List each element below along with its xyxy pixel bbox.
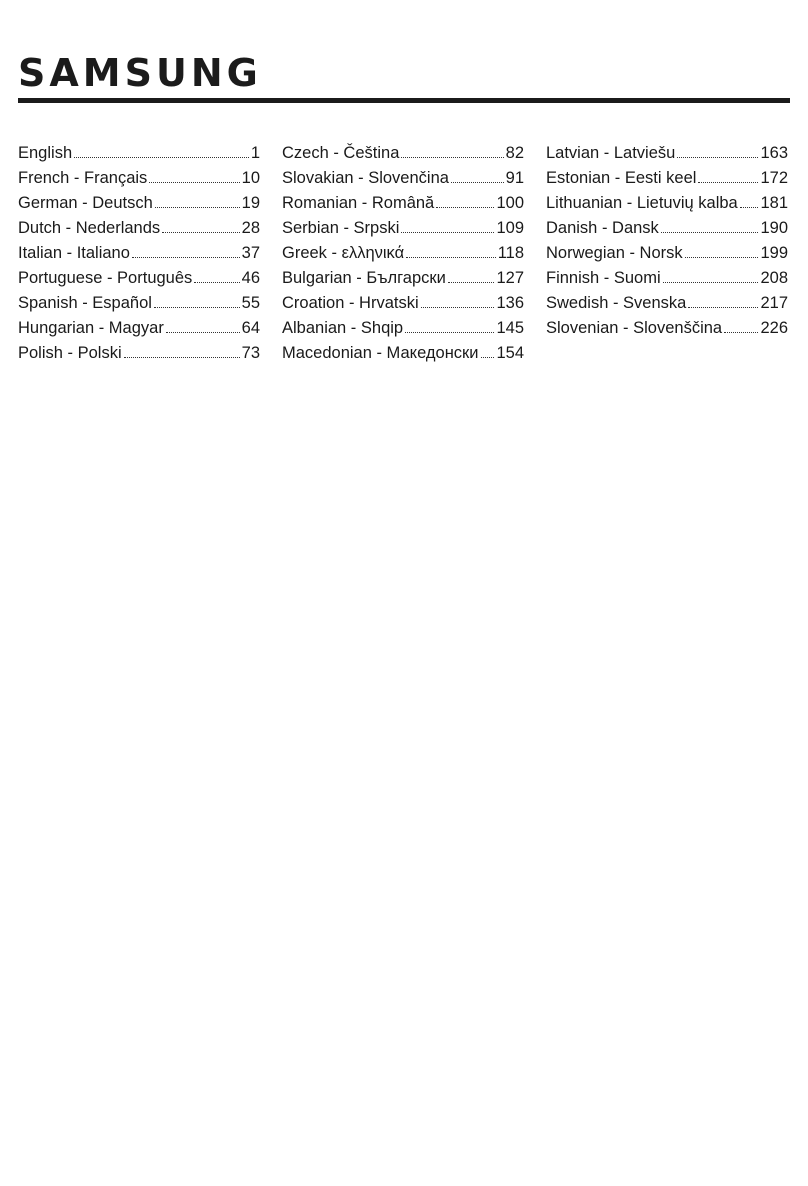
dot-leader <box>448 282 495 283</box>
dot-leader <box>149 182 239 183</box>
dot-leader <box>166 332 240 333</box>
toc-column-3 <box>546 141 788 341</box>
toc-entry-label: French - Français <box>18 169 148 187</box>
toc-entry-label: Portuguese - Português <box>18 269 193 287</box>
toc-entry-page-number: 64 <box>241 319 260 337</box>
toc-entry-label: Croation - Hrvatski <box>282 294 419 312</box>
dot-leader <box>421 307 495 308</box>
toc-entry-label: Bulgarian - Български <box>282 269 446 287</box>
toc-entry-page-number: 37 <box>241 244 260 262</box>
dot-leader <box>451 182 504 183</box>
toc-entry[interactable] <box>546 266 788 291</box>
toc-entry[interactable] <box>18 166 260 191</box>
toc-entry-page-number: 199 <box>760 244 788 262</box>
dot-leader <box>132 257 240 258</box>
toc-entry[interactable] <box>546 291 788 316</box>
toc-entry[interactable] <box>546 241 788 266</box>
dot-leader <box>162 232 239 233</box>
toc-entry-page-number: 190 <box>760 219 788 237</box>
toc-entry-page-number: 154 <box>496 344 524 362</box>
toc-entry-label: Slovenian - Slovenščina <box>546 319 723 337</box>
toc-entry[interactable] <box>282 266 524 291</box>
toc-entry-label: Latvian - Latviešu <box>546 144 676 162</box>
toc-entry-label: Polish - Polski <box>18 344 122 362</box>
toc-entry-label: Macedonian - Македонски <box>282 344 479 362</box>
dot-leader <box>677 157 758 158</box>
toc-entry-label: Romanian - Română <box>282 194 435 212</box>
samsung-logo: SAMSUNG <box>18 51 262 95</box>
toc-entry-label: Lithuanian - Lietuvių kalba <box>546 194 738 212</box>
toc-entry[interactable] <box>546 191 788 216</box>
dot-leader <box>155 207 240 208</box>
toc-entry-page-number: 208 <box>760 269 788 287</box>
toc-entry-page-number: 91 <box>505 169 524 187</box>
toc-entry[interactable] <box>282 291 524 316</box>
toc-entry-page-number: 172 <box>760 169 788 187</box>
toc-entry[interactable] <box>18 316 260 341</box>
toc-entry[interactable] <box>18 291 260 316</box>
toc-entry[interactable] <box>546 166 788 191</box>
toc-entry[interactable] <box>282 166 524 191</box>
dot-leader <box>401 157 503 158</box>
header <box>18 52 790 96</box>
toc-entry-label: Italian - Italiano <box>18 244 130 262</box>
toc-entry-label: Serbian - Srpski <box>282 219 400 237</box>
toc-entry-page-number: 145 <box>496 319 524 337</box>
toc-column-2 <box>282 141 524 366</box>
toc-entry-label: Swedish - Svenska <box>546 294 687 312</box>
toc-entry-label: Norwegian - Norsk <box>546 244 683 262</box>
toc-entry[interactable] <box>18 266 260 291</box>
toc-entry-page-number: 55 <box>241 294 260 312</box>
dot-leader <box>194 282 239 283</box>
toc-entry[interactable] <box>546 216 788 241</box>
dot-leader <box>124 357 240 358</box>
toc-entry[interactable] <box>282 141 524 166</box>
toc-entry-page-number: 28 <box>241 219 260 237</box>
dot-leader <box>436 207 494 208</box>
dot-leader <box>724 332 758 333</box>
toc-entry-label: Slovakian - Slovenčina <box>282 169 449 187</box>
toc-entry-page-number: 1 <box>250 144 260 162</box>
dot-leader <box>154 307 240 308</box>
toc-entry-page-number: 82 <box>505 144 524 162</box>
dot-leader <box>406 257 496 258</box>
toc-entry-page-number: 163 <box>760 144 788 162</box>
toc-entry[interactable] <box>18 216 260 241</box>
toc-entry-label: Estonian - Eesti keel <box>546 169 697 187</box>
dot-leader <box>74 157 249 158</box>
toc-entry-page-number: 226 <box>760 319 788 337</box>
toc-entry[interactable] <box>282 316 524 341</box>
dot-leader <box>685 257 759 258</box>
toc-entry[interactable] <box>282 241 524 266</box>
toc-entry-label: Danish - Dansk <box>546 219 659 237</box>
toc-entry-label: Hungarian - Magyar <box>18 319 164 337</box>
dot-leader <box>661 232 759 233</box>
toc-entry-page-number: 100 <box>496 194 524 212</box>
toc-column-1 <box>18 141 260 366</box>
toc-entry-label: English <box>18 144 73 162</box>
toc-entry[interactable] <box>282 341 524 366</box>
toc-entry-label: Spanish - Español <box>18 294 152 312</box>
toc-entry-page-number: 118 <box>497 244 524 262</box>
toc-entry-page-number: 217 <box>760 294 788 312</box>
toc-entry[interactable] <box>282 191 524 216</box>
toc-entry[interactable] <box>546 141 788 166</box>
dot-leader <box>688 307 758 308</box>
header-rule <box>18 98 790 103</box>
toc-entry[interactable] <box>546 316 788 341</box>
dot-leader <box>481 357 495 358</box>
toc-entry[interactable] <box>18 241 260 266</box>
toc-entry-label: Czech - Čeština <box>282 144 400 162</box>
toc-entry-page-number: 73 <box>241 344 260 362</box>
toc-entry-page-number: 127 <box>496 269 524 287</box>
toc-entry-page-number: 109 <box>496 219 524 237</box>
toc-entry-page-number: 46 <box>241 269 260 287</box>
dot-leader <box>405 332 494 333</box>
toc-entry-label: Finnish - Suomi <box>546 269 661 287</box>
toc-entry-page-number: 19 <box>241 194 260 212</box>
toc-entry-label: Albanian - Shqip <box>282 319 404 337</box>
toc-entry-label: Greek - ελληνικά <box>282 244 405 262</box>
toc-entry-page-number: 10 <box>241 169 260 187</box>
toc-entry[interactable] <box>282 216 524 241</box>
dot-leader <box>663 282 759 283</box>
dot-leader <box>740 207 759 208</box>
toc-entry-label: German - Deutsch <box>18 194 153 212</box>
toc-entry[interactable] <box>18 341 260 366</box>
dot-leader <box>698 182 758 183</box>
toc-entry-label: Dutch - Nederlands <box>18 219 161 237</box>
toc-entry-page-number: 136 <box>496 294 524 312</box>
toc-entry-page-number: 181 <box>760 194 788 212</box>
toc-entry[interactable] <box>18 191 260 216</box>
toc-entry[interactable] <box>18 141 260 166</box>
dot-leader <box>401 232 494 233</box>
